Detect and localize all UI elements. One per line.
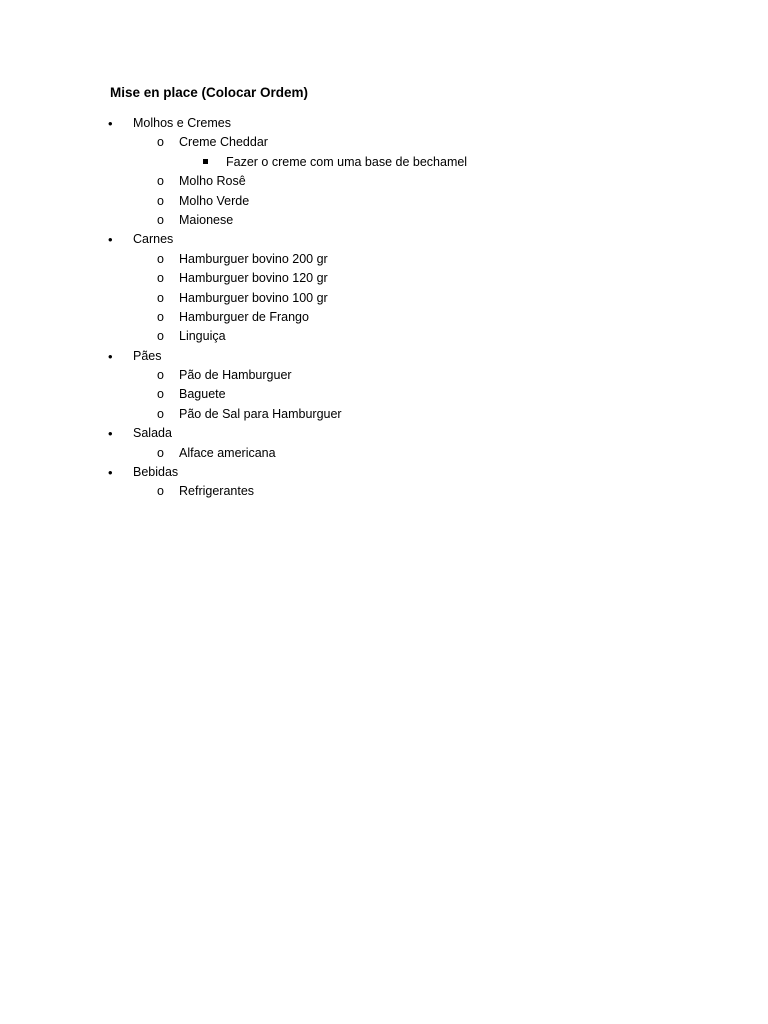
bullet-icon: • — [108, 232, 113, 248]
document-title: Mise en place (Colocar Ordem) — [110, 85, 309, 100]
list-item — [0, 172, 768, 191]
list-item — [0, 366, 768, 385]
bullet-icon: • — [108, 116, 113, 131]
list-item — [0, 230, 768, 249]
circle-bullet-icon: o — [157, 309, 164, 324]
list-item — [0, 405, 768, 424]
list-item-label: Hamburguer bovino 200 gr — [179, 251, 328, 266]
circle-bullet-icon: o — [157, 329, 164, 344]
list-item-label: Salada — [133, 426, 172, 441]
list-item-label: Baguete — [179, 387, 226, 402]
list-item-label: Hamburguer de Frango — [179, 309, 309, 324]
circle-bullet-icon: o — [157, 445, 164, 460]
circle-bullet-icon: o — [157, 135, 164, 150]
list-item-label: Hamburguer bovino 100 gr — [179, 290, 328, 305]
list-item-label: Linguiça — [179, 329, 226, 344]
list-item — [0, 327, 768, 346]
list-item — [0, 444, 768, 463]
list-item-label: Pão de Sal para Hamburguer — [179, 406, 342, 421]
circle-bullet-icon: o — [157, 271, 164, 286]
list-item — [0, 347, 768, 366]
list-item-label: Refrigerantes — [179, 484, 255, 499]
square-bullet-icon — [203, 153, 208, 172]
list-item-label: Bebidas — [133, 465, 179, 480]
bullet-icon: • — [108, 465, 113, 481]
list-item — [0, 211, 768, 230]
list-item-label: Molhos e Cremes — [133, 116, 231, 130]
circle-bullet-icon: o — [157, 387, 164, 402]
list-item — [0, 424, 768, 443]
list-item-label: Molho Rosê — [179, 174, 246, 189]
list-item — [0, 153, 768, 172]
list-item — [0, 133, 768, 152]
list-item-label: Creme Cheddar — [179, 135, 268, 150]
list-item-label: Alface americana — [179, 445, 276, 460]
list-item-label: Hamburguer bovino 120 gr — [179, 271, 328, 286]
list-item — [0, 250, 768, 269]
list-item — [0, 482, 768, 501]
circle-bullet-icon: o — [157, 212, 164, 227]
circle-bullet-icon: o — [157, 368, 164, 383]
list-item-label: Carnes — [133, 232, 174, 247]
list-item-label: Pães — [133, 348, 162, 363]
list-item — [0, 308, 768, 327]
list-item — [0, 289, 768, 308]
circle-bullet-icon: o — [157, 484, 164, 499]
list-item — [0, 463, 768, 482]
circle-bullet-icon: o — [157, 193, 164, 208]
list-item — [0, 269, 768, 288]
bullet-icon: • — [108, 426, 113, 442]
bullet-icon: • — [108, 348, 113, 364]
list-item-label: Pão de Hamburguer — [179, 368, 292, 383]
circle-bullet-icon: o — [157, 290, 164, 305]
list-item-label: Fazer o creme com uma base de bechamel — [226, 154, 468, 169]
list-item — [0, 114, 768, 133]
circle-bullet-icon: o — [157, 251, 164, 266]
circle-bullet-icon: o — [157, 406, 164, 421]
list-item — [0, 385, 768, 404]
outline-list — [0, 114, 768, 502]
list-item-label: Molho Verde — [179, 193, 250, 208]
list-item-label: Maionese — [179, 212, 234, 227]
circle-bullet-icon: o — [157, 174, 164, 189]
list-item — [0, 192, 768, 211]
